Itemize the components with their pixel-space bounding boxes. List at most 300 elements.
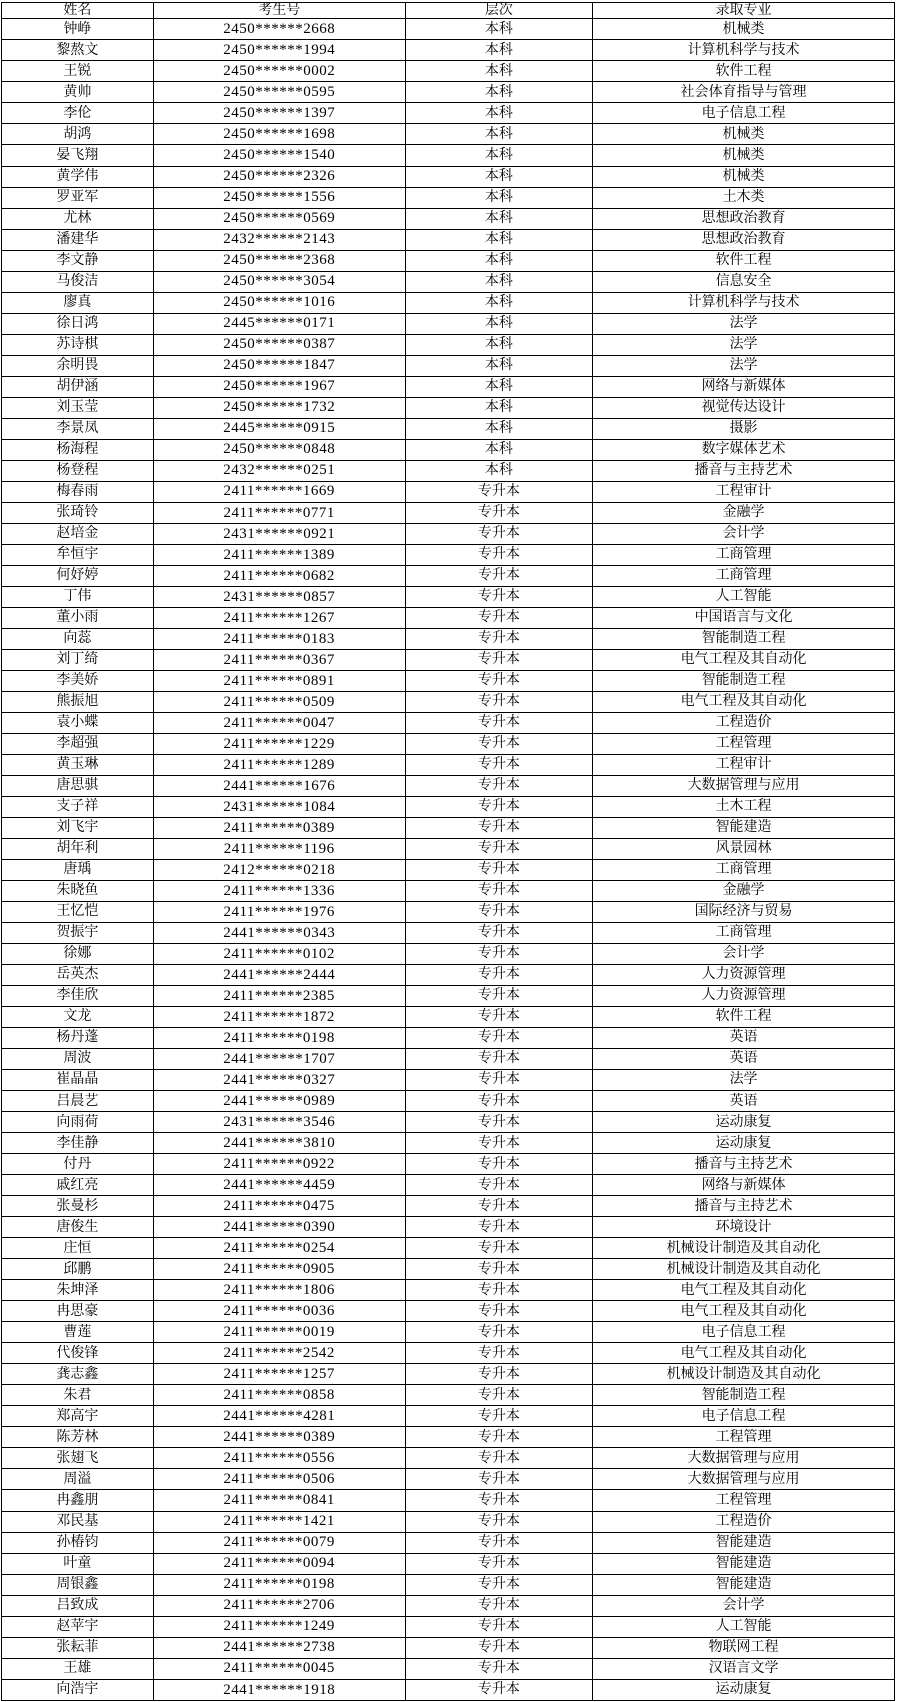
table-row [2,1406,895,1427]
table-row [2,376,895,397]
table-row [2,1154,895,1175]
table-row [2,145,895,166]
candidate-id-cell: 2411******1336 [153,881,405,902]
student-name-cell: 支子祥 [2,796,154,817]
student-name-cell: 潘建华 [2,229,154,250]
table-row [2,670,895,691]
table-row [2,691,895,712]
level-cell: 专升本 [405,502,593,523]
student-name-cell: 徐日鸿 [2,313,154,334]
student-name-cell: 戚红亮 [2,1175,154,1196]
major-cell: 机械设计制造及其自动化 [593,1259,895,1280]
student-name-cell: 陈芳林 [2,1427,154,1448]
student-name-cell: 钟峥 [2,19,154,40]
candidate-id-cell: 2441******3810 [153,1133,405,1154]
student-name-cell: 邓民基 [2,1511,154,1532]
candidate-id-cell: 2450******1967 [153,376,405,397]
admission-table [1,2,895,1701]
candidate-id-cell: 2450******1556 [153,187,405,208]
level-cell: 专升本 [405,1175,593,1196]
candidate-id-cell: 2411******0102 [153,944,405,965]
major-cell: 电气工程及其自动化 [593,691,895,712]
table-row [2,355,895,376]
major-cell: 土木类 [593,187,895,208]
table-row [2,1595,895,1616]
level-cell: 本科 [405,292,593,313]
candidate-id-cell: 2412******0218 [153,860,405,881]
level-cell: 专升本 [405,1280,593,1301]
candidate-id-cell: 2441******1676 [153,775,405,796]
student-name-cell: 张翅飞 [2,1448,154,1469]
level-cell: 本科 [405,40,593,61]
major-cell: 人工智能 [593,586,895,607]
level-cell: 专升本 [405,1679,593,1700]
table-row [2,565,895,586]
level-cell: 专升本 [405,839,593,860]
major-cell: 工商管理 [593,565,895,586]
student-name-cell: 李伦 [2,103,154,124]
table-row [2,397,895,418]
major-cell: 机械设计制造及其自动化 [593,1364,895,1385]
major-cell: 物联网工程 [593,1637,895,1658]
candidate-id-cell: 2411******0045 [153,1658,405,1679]
level-cell: 本科 [405,229,593,250]
candidate-id-cell: 2411******0094 [153,1553,405,1574]
student-name-cell: 向浩宇 [2,1679,154,1700]
table-row [2,775,895,796]
major-cell: 工程管理 [593,733,895,754]
table-row [2,544,895,565]
candidate-id-cell: 2450******1016 [153,292,405,313]
major-cell: 运动康复 [593,1112,895,1133]
major-cell: 智能制造工程 [593,1385,895,1406]
table-row [2,334,895,355]
candidate-id-cell: 2411******0509 [153,691,405,712]
level-cell: 专升本 [405,1469,593,1490]
student-name-cell: 向雨荷 [2,1112,154,1133]
major-cell: 大数据管理与应用 [593,1469,895,1490]
candidate-id-cell: 2411******0019 [153,1322,405,1343]
table-row [2,124,895,145]
candidate-id-cell: 2411******0367 [153,649,405,670]
column-header-major: 录取专业 [593,3,895,19]
level-cell: 专升本 [405,796,593,817]
level-cell: 专升本 [405,1343,593,1364]
student-name-cell: 贺振宇 [2,923,154,944]
student-name-cell: 周波 [2,1049,154,1070]
major-cell: 软件工程 [593,250,895,271]
major-cell: 英语 [593,1028,895,1049]
level-cell: 专升本 [405,902,593,923]
student-name-cell: 何妤婷 [2,565,154,586]
table-row [2,481,895,502]
level-cell: 专升本 [405,586,593,607]
student-name-cell: 庄恒 [2,1238,154,1259]
candidate-id-cell: 2450******0595 [153,82,405,103]
table-row [2,1007,895,1028]
level-cell: 专升本 [405,944,593,965]
candidate-id-cell: 2450******0002 [153,61,405,82]
major-cell: 中国语言与文化 [593,607,895,628]
student-name-cell: 张耘菲 [2,1637,154,1658]
candidate-id-cell: 2411******0198 [153,1028,405,1049]
student-name-cell: 邱鹏 [2,1259,154,1280]
level-cell: 专升本 [405,565,593,586]
student-name-cell: 黄学伟 [2,166,154,187]
level-cell: 专升本 [405,1364,593,1385]
column-header-name: 姓名 [2,3,154,19]
student-name-cell: 李佳静 [2,1133,154,1154]
student-name-cell: 董小雨 [2,607,154,628]
candidate-id-cell: 2441******2738 [153,1637,405,1658]
level-cell: 专升本 [405,1091,593,1112]
candidate-id-cell: 2411******0389 [153,817,405,838]
candidate-id-cell: 2411******0079 [153,1532,405,1553]
table-row [2,523,895,544]
table-row [2,1511,895,1532]
student-name-cell: 孙椿钧 [2,1532,154,1553]
student-name-cell: 牟恒宇 [2,544,154,565]
student-name-cell: 周银鑫 [2,1574,154,1595]
level-cell: 专升本 [405,1196,593,1217]
major-cell: 播音与主持艺术 [593,1196,895,1217]
table-row [2,1280,895,1301]
table-row [2,187,895,208]
column-header-level: 层次 [405,3,593,19]
level-cell: 专升本 [405,1049,593,1070]
student-name-cell: 王忆恺 [2,902,154,923]
table-row [2,82,895,103]
candidate-id-cell: 2411******0905 [153,1259,405,1280]
candidate-id-cell: 2445******0171 [153,313,405,334]
major-cell: 大数据管理与应用 [593,1448,895,1469]
major-cell: 会计学 [593,1595,895,1616]
major-cell: 电气工程及其自动化 [593,1301,895,1322]
major-cell: 土木工程 [593,796,895,817]
table-row [2,1238,895,1259]
student-name-cell: 龚志鑫 [2,1364,154,1385]
student-name-cell: 丁伟 [2,586,154,607]
candidate-id-cell: 2450******0569 [153,208,405,229]
major-cell: 环境设计 [593,1217,895,1238]
candidate-id-cell: 2411******1389 [153,544,405,565]
candidate-id-cell: 2450******0848 [153,439,405,460]
table-row [2,1679,895,1700]
major-cell: 工程管理 [593,1427,895,1448]
level-cell: 专升本 [405,712,593,733]
candidate-id-cell: 2411******0183 [153,628,405,649]
candidate-id-cell: 2411******1257 [153,1364,405,1385]
table-row [2,208,895,229]
level-cell: 专升本 [405,1070,593,1091]
level-cell: 专升本 [405,1637,593,1658]
candidate-id-cell: 2445******0915 [153,418,405,439]
student-name-cell: 刘玉莹 [2,397,154,418]
candidate-id-cell: 2411******1806 [153,1280,405,1301]
student-name-cell: 刘飞宇 [2,817,154,838]
major-cell: 电气工程及其自动化 [593,1343,895,1364]
table-row [2,817,895,838]
student-name-cell: 曹莲 [2,1322,154,1343]
major-cell: 工商管理 [593,544,895,565]
major-cell: 电子信息工程 [593,1322,895,1343]
candidate-id-cell: 2411******0922 [153,1154,405,1175]
candidate-id-cell: 2450******1397 [153,103,405,124]
table-row [2,1343,895,1364]
student-name-cell: 朱晓鱼 [2,881,154,902]
student-name-cell: 苏诗棋 [2,334,154,355]
major-cell: 数字媒体艺术 [593,439,895,460]
student-name-cell: 付丹 [2,1154,154,1175]
major-cell: 金融学 [593,502,895,523]
major-cell: 智能建造 [593,817,895,838]
student-name-cell: 杨登程 [2,460,154,481]
table-row [2,1616,895,1637]
major-cell: 人工智能 [593,1616,895,1637]
candidate-id-cell: 2441******2444 [153,965,405,986]
candidate-id-cell: 2411******1289 [153,754,405,775]
candidate-id-cell: 2450******1994 [153,40,405,61]
table-row [2,460,895,481]
major-cell: 英语 [593,1049,895,1070]
student-name-cell: 郑高宇 [2,1406,154,1427]
student-name-cell: 黄帅 [2,82,154,103]
major-cell: 电气工程及其自动化 [593,649,895,670]
table-row [2,313,895,334]
table-row [2,712,895,733]
major-cell: 电子信息工程 [593,103,895,124]
major-cell: 汉语言文学 [593,1658,895,1679]
major-cell: 计算机科学与技术 [593,40,895,61]
level-cell: 专升本 [405,775,593,796]
column-header-candidate-id: 考生号 [153,3,405,19]
candidate-id-cell: 2411******0198 [153,1574,405,1595]
student-name-cell: 罗亚军 [2,187,154,208]
student-name-cell: 刘丁绮 [2,649,154,670]
student-name-cell: 唐俊生 [2,1217,154,1238]
level-cell: 本科 [405,313,593,334]
student-name-cell: 杨海程 [2,439,154,460]
major-cell: 会计学 [593,944,895,965]
student-name-cell: 张琦铃 [2,502,154,523]
candidate-id-cell: 2432******0251 [153,460,405,481]
candidate-id-cell: 2411******0254 [153,1238,405,1259]
level-cell: 本科 [405,439,593,460]
table-row [2,586,895,607]
major-cell: 软件工程 [593,1007,895,1028]
level-cell: 专升本 [405,881,593,902]
student-name-cell: 梅春雨 [2,481,154,502]
candidate-id-cell: 2411******1421 [153,1511,405,1532]
table-row [2,1196,895,1217]
candidate-id-cell: 2450******1847 [153,355,405,376]
candidate-id-cell: 2450******2668 [153,19,405,40]
table-row [2,1112,895,1133]
level-cell: 专升本 [405,1112,593,1133]
major-cell: 工商管理 [593,860,895,881]
table-row [2,40,895,61]
table-row [2,502,895,523]
candidate-id-cell: 2411******0858 [153,1385,405,1406]
level-cell: 本科 [405,187,593,208]
table-row [2,1553,895,1574]
level-cell: 本科 [405,334,593,355]
major-cell: 社会体育指导与管理 [593,82,895,103]
major-cell: 会计学 [593,523,895,544]
level-cell: 本科 [405,61,593,82]
candidate-id-cell: 2450******3054 [153,271,405,292]
major-cell: 机械类 [593,19,895,40]
candidate-id-cell: 2450******1698 [153,124,405,145]
level-cell: 专升本 [405,1322,593,1343]
major-cell: 运动康复 [593,1133,895,1154]
table-row [2,754,895,775]
student-name-cell: 王雄 [2,1658,154,1679]
major-cell: 工程管理 [593,1490,895,1511]
candidate-id-cell: 2450******1732 [153,397,405,418]
table-row [2,1133,895,1154]
level-cell: 专升本 [405,1133,593,1154]
candidate-id-cell: 2411******0841 [153,1490,405,1511]
major-cell: 运动康复 [593,1679,895,1700]
level-cell: 本科 [405,208,593,229]
candidate-id-cell: 2431******3546 [153,1112,405,1133]
major-cell: 人力资源管理 [593,986,895,1007]
table-row [2,1469,895,1490]
level-cell: 专升本 [405,923,593,944]
level-cell: 本科 [405,250,593,271]
student-name-cell: 胡鸿 [2,124,154,145]
major-cell: 工程造价 [593,712,895,733]
level-cell: 本科 [405,397,593,418]
student-name-cell: 胡伊涵 [2,376,154,397]
student-name-cell: 李景凤 [2,418,154,439]
candidate-id-cell: 2411******1267 [153,607,405,628]
table-row [2,439,895,460]
student-name-cell: 崔晶晶 [2,1070,154,1091]
major-cell: 工程审计 [593,481,895,502]
student-name-cell: 吕晨艺 [2,1091,154,1112]
major-cell: 法学 [593,313,895,334]
table-row [2,61,895,82]
level-cell: 专升本 [405,1259,593,1280]
table-row [2,1091,895,1112]
table-row [2,1070,895,1091]
level-cell: 专升本 [405,691,593,712]
level-cell: 专升本 [405,986,593,1007]
major-cell: 智能建造 [593,1532,895,1553]
table-row [2,1322,895,1343]
major-cell: 机械类 [593,124,895,145]
level-cell: 本科 [405,124,593,145]
major-cell: 机械类 [593,145,895,166]
level-cell: 本科 [405,271,593,292]
level-cell: 本科 [405,166,593,187]
candidate-id-cell: 2411******1872 [153,1007,405,1028]
level-cell: 专升本 [405,544,593,565]
table-row [2,1574,895,1595]
major-cell: 电子信息工程 [593,1406,895,1427]
level-cell: 本科 [405,145,593,166]
student-name-cell: 唐瑀 [2,860,154,881]
candidate-id-cell: 2441******1918 [153,1679,405,1700]
table-row [2,881,895,902]
candidate-id-cell: 2431******0857 [153,586,405,607]
candidate-id-cell: 2411******2542 [153,1343,405,1364]
major-cell: 智能制造工程 [593,628,895,649]
major-cell: 风景园林 [593,839,895,860]
level-cell: 专升本 [405,670,593,691]
candidate-id-cell: 2411******1229 [153,733,405,754]
table-row [2,1175,895,1196]
table-row [2,103,895,124]
major-cell: 工程审计 [593,754,895,775]
table-row [2,1385,895,1406]
candidate-id-cell: 2411******2706 [153,1595,405,1616]
student-name-cell: 廖真 [2,292,154,313]
student-name-cell: 李超强 [2,733,154,754]
table-row [2,271,895,292]
student-name-cell: 赵苹宇 [2,1616,154,1637]
level-cell: 专升本 [405,1406,593,1427]
major-cell: 国际经济与贸易 [593,902,895,923]
table-row [2,902,895,923]
candidate-id-cell: 2450******2326 [153,166,405,187]
major-cell: 智能制造工程 [593,670,895,691]
table-row [2,1049,895,1070]
level-cell: 本科 [405,82,593,103]
candidate-id-cell: 2441******4459 [153,1175,405,1196]
table-row [2,733,895,754]
level-cell: 专升本 [405,860,593,881]
major-cell: 工程造价 [593,1511,895,1532]
level-cell: 专升本 [405,1238,593,1259]
table-row [2,607,895,628]
table-body [2,19,895,1701]
candidate-id-cell: 2450******2368 [153,250,405,271]
table-row [2,860,895,881]
candidate-id-cell: 2411******0506 [153,1469,405,1490]
table-row [2,166,895,187]
student-name-cell: 黎熬文 [2,40,154,61]
level-cell: 专升本 [405,1007,593,1028]
table-row [2,796,895,817]
student-name-cell: 袁小蝶 [2,712,154,733]
level-cell: 专升本 [405,1658,593,1679]
candidate-id-cell: 2441******1707 [153,1049,405,1070]
level-cell: 本科 [405,376,593,397]
level-cell: 本科 [405,355,593,376]
student-name-cell: 朱坤泽 [2,1280,154,1301]
major-cell: 软件工程 [593,61,895,82]
student-name-cell: 杨丹蓬 [2,1028,154,1049]
level-cell: 专升本 [405,1448,593,1469]
student-name-cell: 尤林 [2,208,154,229]
student-name-cell: 文龙 [2,1007,154,1028]
candidate-id-cell: 2450******0387 [153,334,405,355]
student-name-cell: 胡年利 [2,839,154,860]
student-name-cell: 冉思豪 [2,1301,154,1322]
candidate-id-cell: 2411******0047 [153,712,405,733]
level-cell: 本科 [405,418,593,439]
major-cell: 工商管理 [593,923,895,944]
level-cell: 专升本 [405,649,593,670]
table-row [2,1532,895,1553]
student-name-cell: 朱君 [2,1385,154,1406]
student-name-cell: 吕致成 [2,1595,154,1616]
major-cell: 播音与主持艺术 [593,1154,895,1175]
level-cell: 专升本 [405,1154,593,1175]
